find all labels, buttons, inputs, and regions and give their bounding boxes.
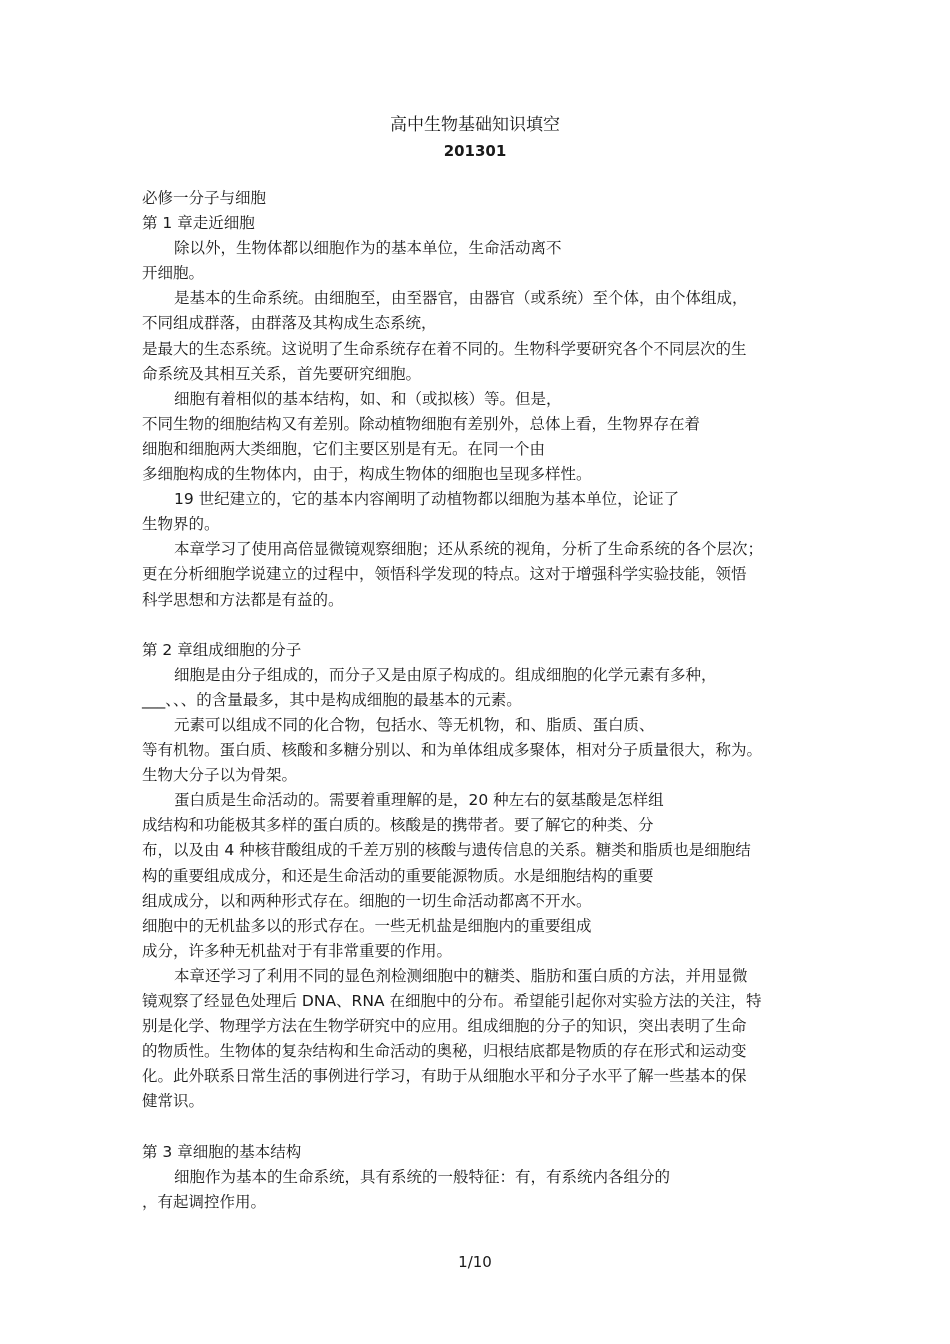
blank-line — [142, 1114, 822, 1139]
text-line: 除以外，生物体都以细胞作为的基本单位，生命活动离不 — [174, 239, 562, 258]
text-line: 细胞和细胞两大类细胞，它们主要区别是有无。在同一个由 — [142, 439, 546, 458]
text-line: 生物界的。 — [142, 515, 220, 534]
text-line: ___、、、的含量最多，其中是构成细胞的最基本的元素。 — [142, 690, 522, 709]
text-line: 第 1 章走近细胞 — [142, 214, 255, 233]
text-line: 布，以及由 4 种核苷酸组成的千差万别的核酸与遗传信息的关系。糖类和脂质也是细胞结 — [142, 841, 751, 860]
text-line: 第 3 章细胞的基本结构 — [142, 1142, 302, 1161]
text-line: 本章还学习了利用不同的显色剂检测细胞中的糖类、脂肪和蛋白质的方法，并用显微 — [174, 966, 748, 985]
text-line: 的物质性。生物体的复杂结构和生命活动的奥秘，归根结底都是物质的存在形式和运动变 — [142, 1042, 747, 1061]
text-line: 不同组成群落，由群落及其构成生态系统， — [142, 314, 437, 333]
text-line: 化。此外联系日常生活的事例进行学习，有助于从细胞水平和分子水平了解一些基本的保 — [142, 1067, 747, 1086]
text-line: 是基本的生命系统。由细胞至，由至器官，由器官（或系统）至个体，由个体组成， — [174, 289, 748, 308]
text-line: 蛋白质是生命活动的。需要着重理解的是，20 种左右的氨基酸是怎样组 — [174, 791, 664, 810]
text-line: 不同生物的细胞结构又有差别。除动植物细胞有差别外，总体上看，生物界存在着 — [142, 414, 701, 433]
page-number: 1/10 — [458, 1253, 492, 1271]
text-line: 成分，许多种无机盐对于有非常重要的作用。 — [142, 941, 453, 960]
blank-line — [142, 613, 822, 638]
text-line: 细胞是由分子组成的，而分子又是由原子构成的。组成细胞的化学元素有多种， — [174, 665, 717, 684]
text-line: 组成成分，以和两种形式存在。细胞的一切生命活动都离不开水。 — [142, 891, 592, 910]
text-line: 更在分析细胞学说建立的过程中，领悟科学发现的特点。这对于增强科学实验技能，领悟 — [142, 565, 747, 584]
text-line: 必修一分子与细胞 — [142, 189, 267, 207]
text-line: ，有起调控作用。 — [142, 1192, 267, 1211]
text-line: 别是化学、物理学方法在生物学研究中的应用。组成细胞的分子的知识，突出表明了生命 — [142, 1017, 747, 1036]
text-line: 构的重要组成成分，和还是生命活动的重要能源物质。水是细胞结构的重要 — [142, 866, 654, 885]
document-title: 高中生物基础知识填空 — [390, 115, 560, 135]
text-line: 本章学习了使用高倍显微镜观察细胞；还从系统的视角，分析了生命系统的各个层次； — [174, 540, 764, 559]
text-line: 细胞中的无机盐多以的形式存在。一些无机盐是细胞内的重要组成 — [142, 916, 592, 935]
text-line: 生物大分子以为骨架。 — [142, 766, 298, 785]
text-line: 细胞作为基本的生命系统，具有系统的一般特征：有，有系统内各组分的 — [174, 1167, 671, 1186]
text-line: 科学思想和方法都是有益的。 — [142, 590, 344, 609]
text-line: 元素可以组成不同的化合物，包括水、等无机物，和、脂质、蛋白质、 — [174, 715, 655, 734]
text-line: 19 世纪建立的，它的基本内容阐明了动植物都以细胞为基本单位，论证了 — [174, 490, 680, 509]
text-line: 镜观察了经显色处理后 DNA、RNA 在细胞中的分布。希望能引起你对实验方法的关注，特 — [142, 992, 762, 1010]
text-line: 是最大的生态系统。这说明了生命系统存在着不同的。生物科学要研究各个不同层次的生 — [142, 339, 747, 358]
text-line: 细胞有着相似的基本结构，如、和（或拟核）等。但是， — [174, 389, 562, 408]
text-line: 多细胞构成的生物体内，由于，构成生物体的细胞也呈现多样性。 — [142, 465, 592, 484]
document-subtitle: 201301 — [443, 142, 507, 160]
text-line: 健常识。 — [142, 1092, 205, 1111]
text-line: 第 2 章组成细胞的分子 — [142, 640, 302, 659]
text-line: 开细胞。 — [142, 264, 205, 283]
text-line: 成结构和功能极其多样的蛋白质的。核酸是的携带者。要了解它的种类、分 — [142, 816, 654, 835]
text-line: 命系统及其相互关系，首先要研究细胞。 — [142, 364, 422, 383]
document-body — [142, 186, 822, 1215]
text-line: 等有机物。蛋白质、核酸和多糖分别以、和为单体组成多聚体，相对分子质量很大，称为。 — [142, 741, 763, 760]
